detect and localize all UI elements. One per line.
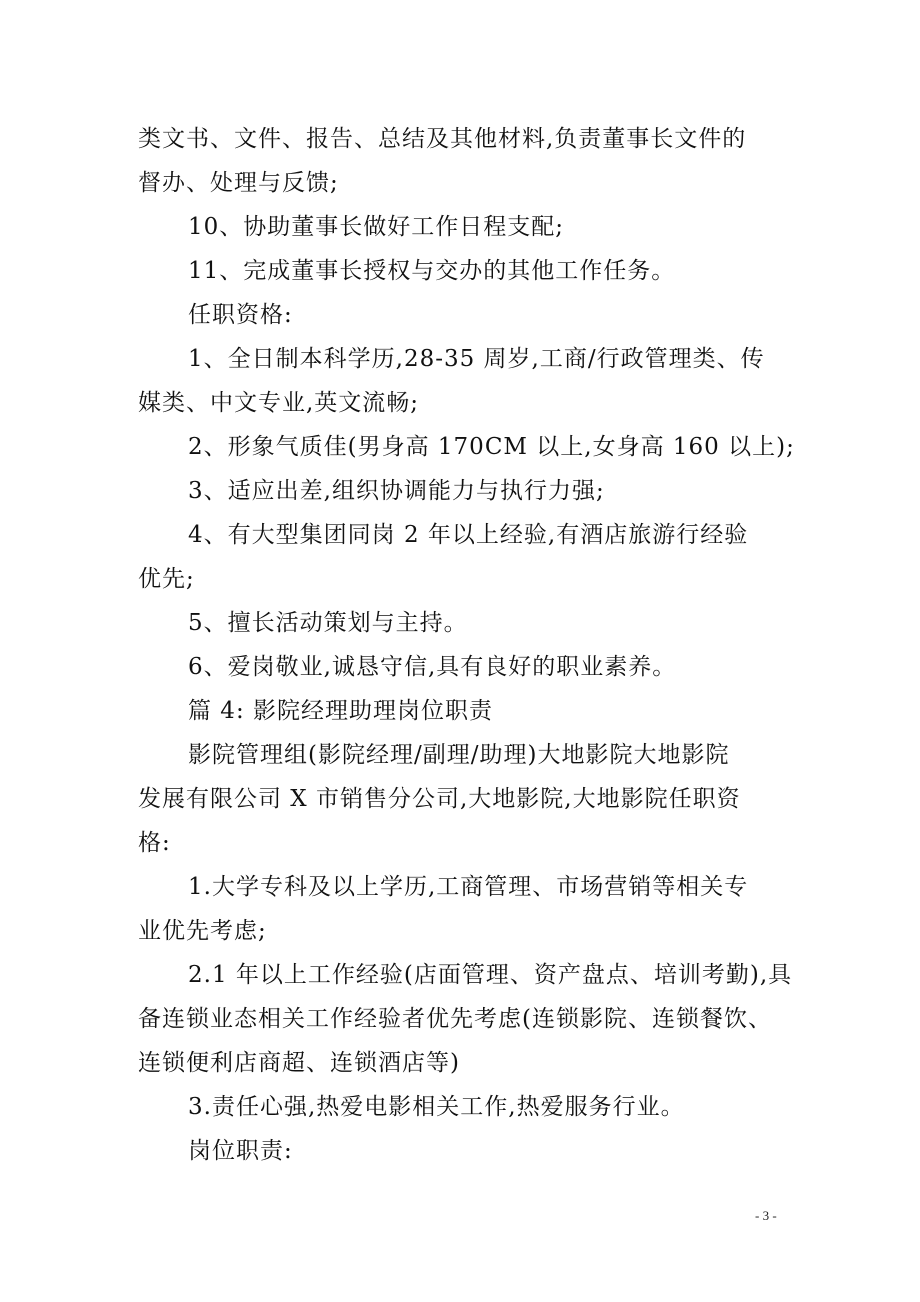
text-line: 督办、处理与反馈; [138,170,339,196]
section-heading: 任职资格: [188,302,293,328]
text-line: 2.1 年以上工作经验(店面管理、资产盘点、培训考勤),具 [188,962,793,988]
page-number: - 3 - [755,1208,777,1223]
text-line: 3、适应出差,组织协调能力与执行力强; [188,478,605,504]
text-line: 连锁便利店商超、连锁酒店等) [138,1050,460,1076]
text-line: 备连锁业态相关工作经验者优先考虑(连锁影院、连锁餐饮、 [138,1006,772,1032]
text-line: 优先; [138,566,195,592]
text-line: 媒类、中文专业,英文流畅; [138,390,420,416]
text-line: 格: [138,830,171,856]
text-line: 影院管理组(影院经理/副理/助理)大地影院大地影院 [188,742,730,768]
text-line: 5、擅长活动策划与主持。 [188,610,468,636]
text-line: 11、完成董事长授权与交办的其他工作任务。 [188,258,676,284]
section-heading: 篇 4: 影院经理助理岗位职责 [188,698,494,724]
text-line: 1.大学专科及以上学历,工商管理、市场营销等相关专 [188,874,749,900]
text-line: 10、协助董事长做好工作日程支配; [188,214,565,240]
text-line: 类文书、文件、报告、总结及其他材料,负责董事长文件的 [138,126,747,152]
section-heading: 岗位职责: [188,1138,293,1164]
text-line: 1、全日制本科学历,28-35 周岁,工商/行政管理类、传 [188,346,765,372]
text-line: 4、有大型集团同岗 2 年以上经验,有酒店旅游行经验 [188,522,749,548]
text-line: 业优先考虑; [138,918,267,944]
text-line: 发展有限公司 X 市销售分公司,大地影院,大地影院任职资 [138,786,741,812]
text-line: 3.责任心强,热爱电影相关工作,热爱服务行业。 [188,1094,685,1120]
text-line: 2、形象气质佳(男身高 170CM 以上,女身高 160 以上); [188,434,795,460]
text-line: 6、爱岗敬业,诚恳守信,具有良好的职业素养。 [188,654,677,680]
